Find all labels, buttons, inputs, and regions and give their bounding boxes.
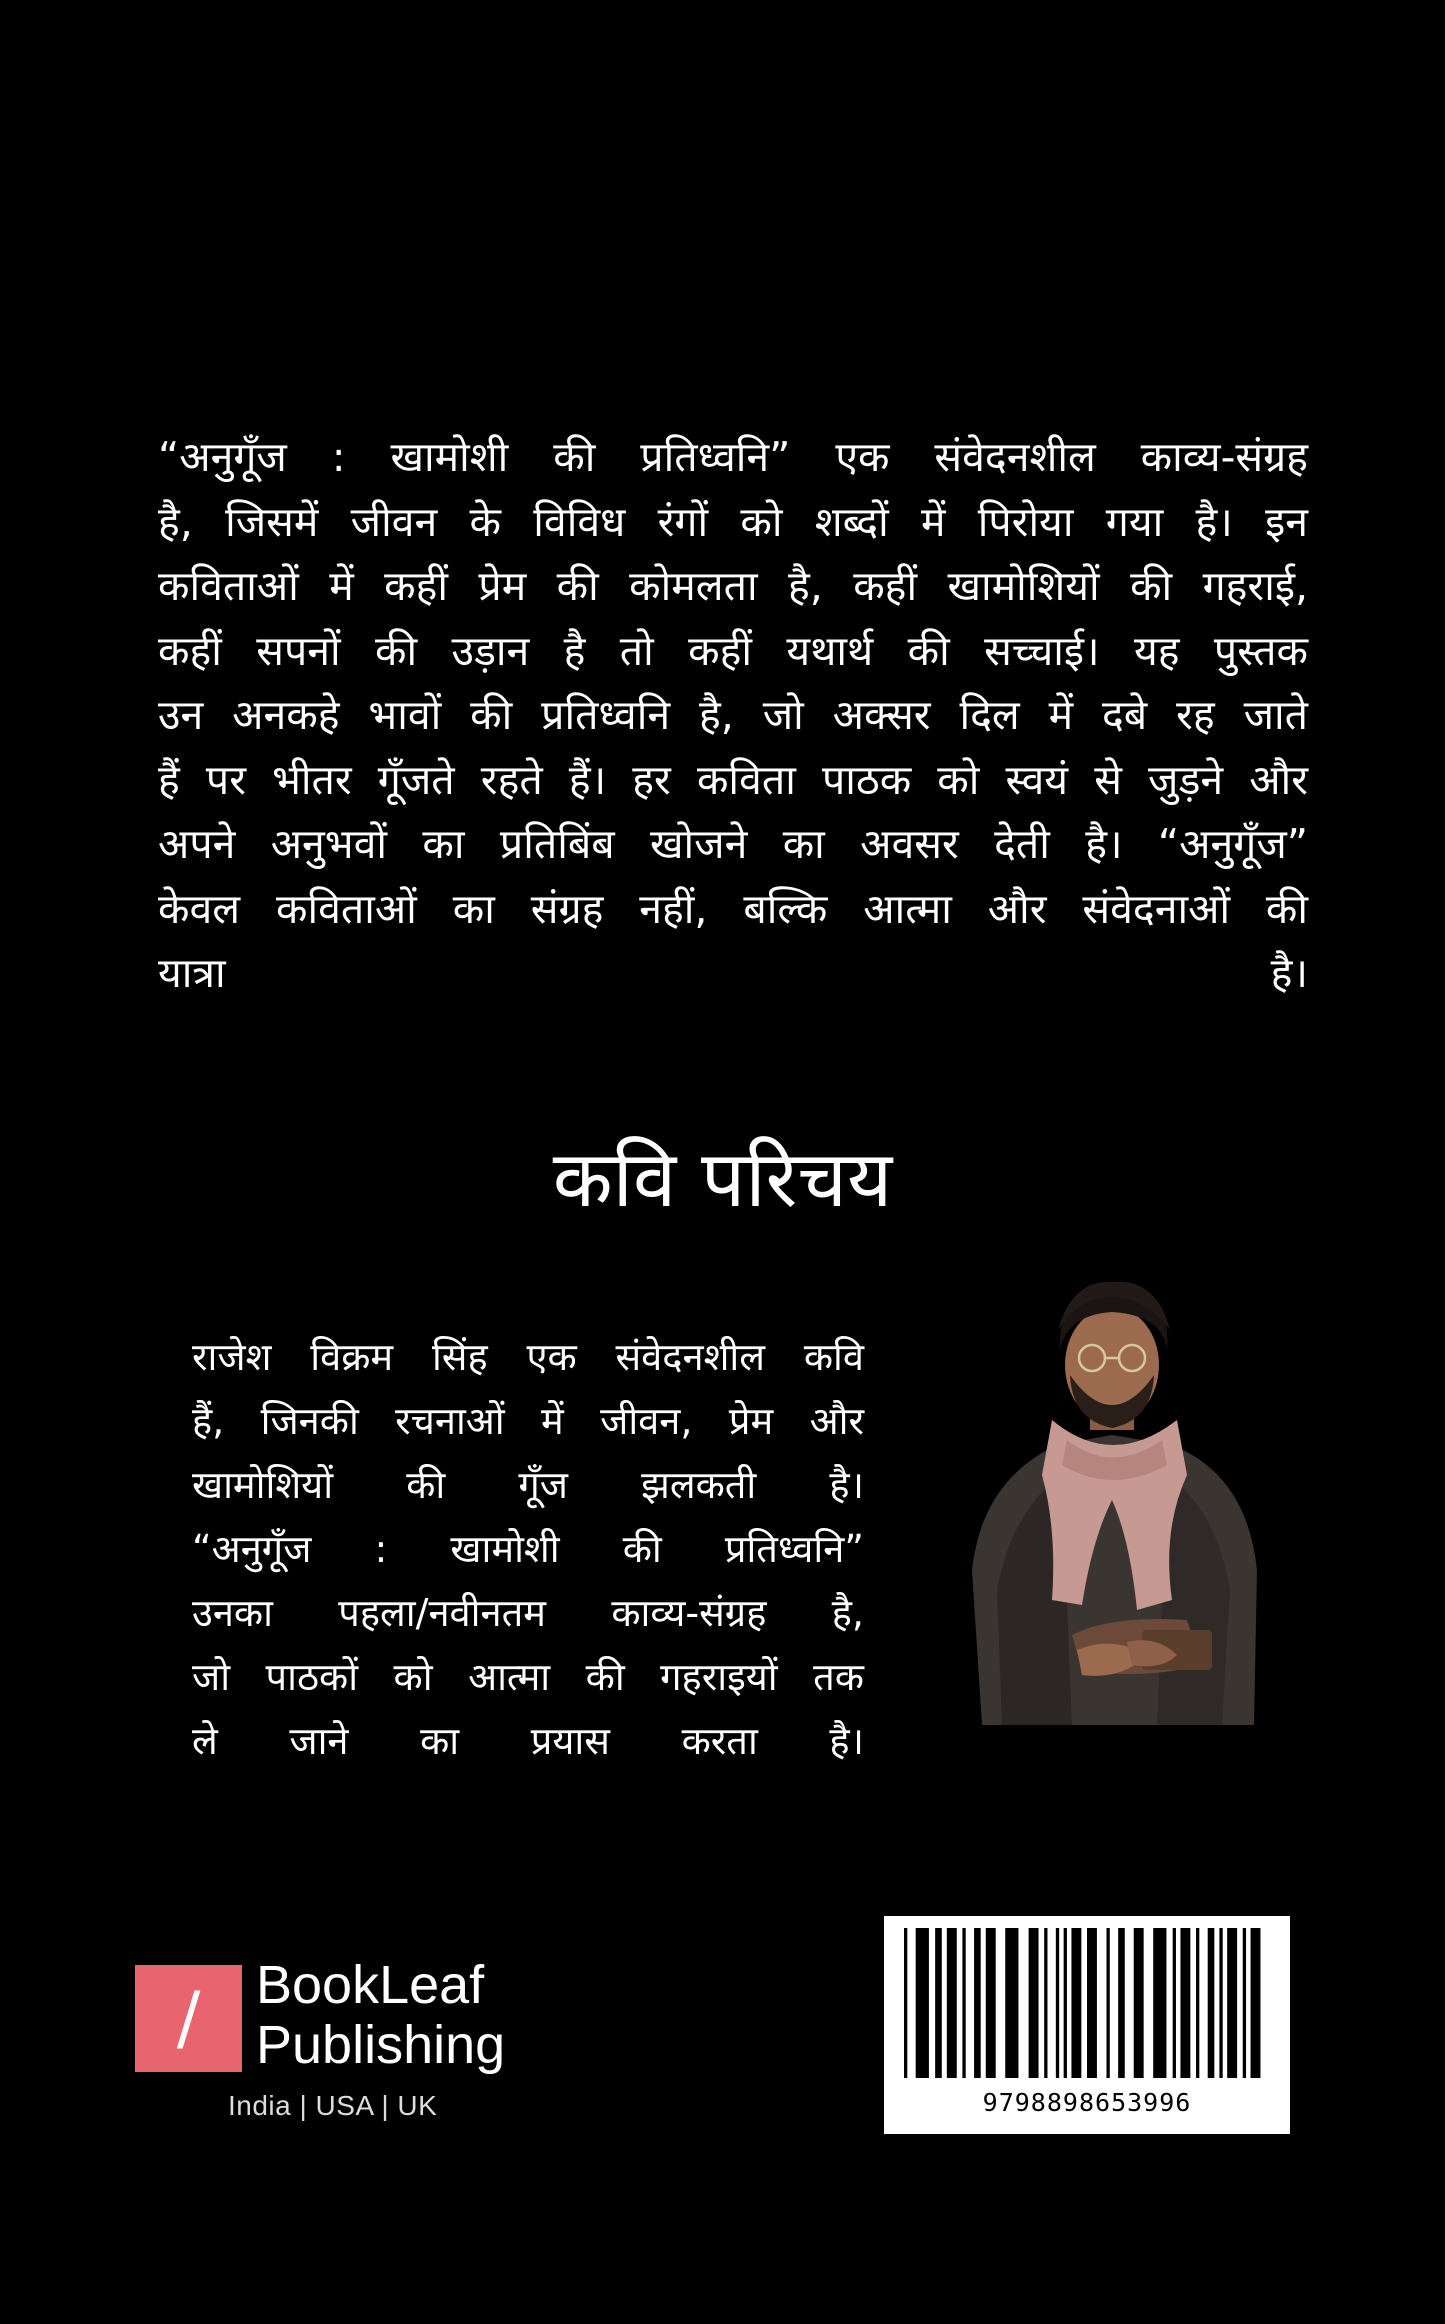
barcode-bar bbox=[1251, 1928, 1261, 2078]
barcode-bar bbox=[916, 1928, 929, 2078]
publisher-name bbox=[256, 1955, 505, 2075]
barcode-bar bbox=[1134, 1928, 1144, 2078]
publisher-regions: India | USA | UK bbox=[228, 2090, 438, 2121]
bio-line: खामोशियों की गूँज झलकती है। bbox=[192, 1463, 864, 1507]
bio-line: उनका पहला/नवीनतम काव्य-संग्रह है, bbox=[192, 1591, 864, 1635]
barcode-bar bbox=[1044, 1928, 1047, 2078]
barcode-bar bbox=[1227, 1928, 1237, 2078]
publisher-logo-mark: / bbox=[176, 1977, 201, 2059]
blurb-line: कहीं सपनों की उड़ान है तो कहीं यथार्थ की सच्चाई। यह पुस्तक bbox=[158, 626, 1308, 675]
poet-photo bbox=[962, 1270, 1262, 1725]
poet-bio bbox=[192, 1325, 864, 1773]
isbn-number: 9798898653996 bbox=[982, 2088, 1192, 2117]
barcode-bar bbox=[1005, 1928, 1018, 2078]
barcode-bar bbox=[1243, 1928, 1246, 2078]
blurb-line: “अनुगूँज : खामोशी की प्रतिध्वनि” एक संवेदनशील काव्य-संग्रह bbox=[158, 433, 1308, 481]
publisher-name-line2: Publishing bbox=[256, 2015, 506, 2075]
blurb-line: अपने अनुभवों का प्रतिबिंब खोजने का अवसर देती है। “अनुगूँज” bbox=[158, 820, 1308, 868]
blurb-line: कविताओं में कहीं प्रेम की कोमलता है, कहीं खामोशियों की गहराई, bbox=[158, 562, 1308, 610]
barcode-bar bbox=[1173, 1928, 1176, 2078]
blurb-line: हैं पर भीतर गूँजते रहते हैं। हर कविता पाठक को स्वयं से जुड़ने और bbox=[158, 755, 1308, 804]
blurb-line: है, जिसमें जीवन के विविध रंगों को शब्दों में पिरोया गया है। इन bbox=[158, 497, 1308, 546]
barcode-bar bbox=[904, 1928, 907, 2078]
bio-line: ले जाने का प्रयास करता है। bbox=[192, 1719, 864, 1763]
barcode-bar bbox=[1196, 1928, 1199, 2078]
barcode-bar bbox=[1087, 1928, 1097, 2078]
barcode-bar bbox=[1106, 1928, 1109, 2078]
barcode-bar bbox=[1180, 1928, 1190, 2078]
barcode-bar bbox=[947, 1928, 957, 2078]
barcode-bar bbox=[1056, 1928, 1059, 2078]
barcode-bar bbox=[1064, 1928, 1067, 2078]
barcode-bar bbox=[974, 1928, 981, 2078]
blurb-line: उन अनकहे भावों की प्रतिध्वनि है, जो अक्सर दिल में दबे रह जाते bbox=[158, 691, 1308, 739]
barcode-bar bbox=[935, 1928, 942, 2078]
bio-line: जो पाठकों को आत्मा की गहराइयों तक bbox=[192, 1655, 864, 1699]
barcode-bar bbox=[1118, 1928, 1125, 2078]
bio-line: “अनुगूँज : खामोशी की प्रतिध्वनि” bbox=[192, 1527, 864, 1571]
back-cover-blurb bbox=[158, 425, 1308, 1006]
barcode-bar bbox=[1153, 1928, 1166, 2078]
blurb-line: केवल कविताओं का संग्रह नहीं, बल्कि आत्मा और संवेदनाओं की bbox=[158, 884, 1308, 933]
bio-line: राजेश विक्रम सिंह एक संवेदनशील कवि bbox=[192, 1335, 864, 1379]
barcode-bar bbox=[1029, 1928, 1039, 2078]
barcode-bar bbox=[1071, 1928, 1081, 2078]
about-poet-heading: कवि परिचय bbox=[552, 1135, 893, 1225]
isbn-barcode bbox=[884, 1916, 1290, 2134]
publisher-name-line1: BookLeaf bbox=[256, 1955, 485, 2015]
bio-line: हैं, जिनकी रचनाओं में जीवन, प्रेम और bbox=[192, 1399, 864, 1443]
publisher-logo bbox=[135, 1965, 242, 2072]
barcode-bar bbox=[986, 1928, 996, 2078]
barcode-bar bbox=[1208, 1928, 1215, 2078]
blurb-line: यात्रा है। bbox=[158, 949, 1308, 997]
barcode-bar bbox=[962, 1928, 965, 2078]
barcode-bar bbox=[1219, 1928, 1222, 2078]
